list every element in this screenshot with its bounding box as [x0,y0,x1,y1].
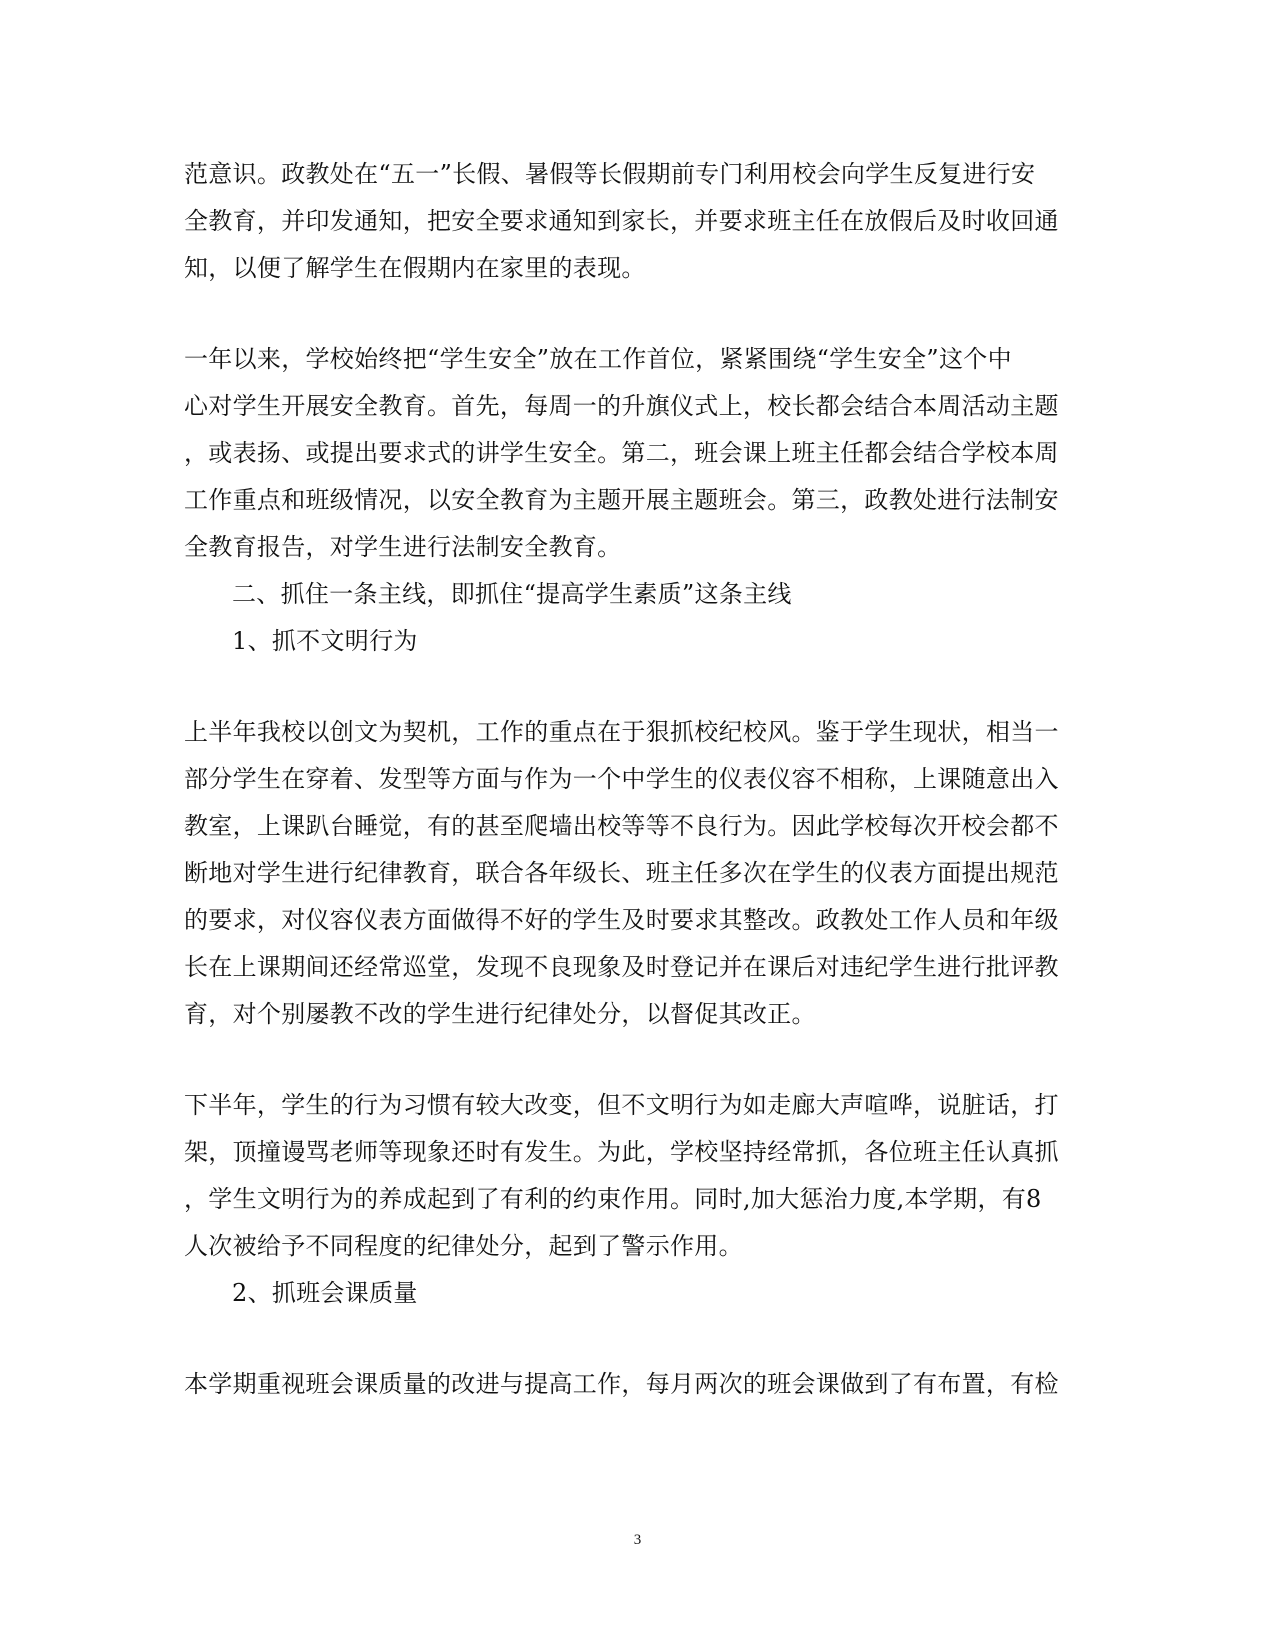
text-line: 育，对个别屡教不改的学生进行纪律处分，以督促其改正。 [184,1000,816,1028]
text-line: 的要求，对仪容仪表方面做得不好的学生及时要求其整改。政教处工作人员和年级 [184,906,1059,934]
text-line: 心对学生开展安全教育。首先，每周一的升旗仪式上，校长都会结合本周活动主题 [184,392,1059,420]
text-line: 人次被给予不同程度的纪律处分，起到了警示作用。 [184,1232,743,1260]
text-line: 长在上课期间还经常巡堂，发现不良现象及时登记并在课后对违纪学生进行批评教 [184,953,1059,981]
text-line: 架，顶撞谩骂老师等现象还时有发生。为此，学校坚持经常抓，各位班主任认真抓 [184,1138,1059,1166]
text-line: 本学期重视班会课质量的改进与提高工作，每月两次的班会课做到了有布置，有检 [184,1370,1059,1398]
subsection-heading: 1、抓不文明行为 [232,627,418,655]
text-line: 断地对学生进行纪律教育，联合各年级长、班主任多次在学生的仪表方面提出规范 [184,859,1059,887]
text-line: 下半年，学生的行为习惯有较大改变，但不文明行为如走廊大声喧哗，说脏话，打 [184,1091,1059,1119]
text-line: 部分学生在穿着、发型等方面与作为一个中学生的仪表仪容不相称，上课随意出入 [184,765,1059,793]
text-line: 全教育报告，对学生进行法制安全教育。 [184,533,622,561]
section-heading: 二、抓住一条主线，即抓住“提高学生素质”这条主线 [232,580,792,608]
text-line: 全教育，并印发通知，把安全要求通知到家长，并要求班主任在放假后及时收回通 [184,207,1059,235]
text-line: 上半年我校以创文为契机，工作的重点在于狠抓校纪校风。鉴于学生现状，相当一 [184,718,1059,746]
text-line: ，或表扬、或提出要求式的讲学生安全。第二，班会课上班主任都会结合学校本周 [184,439,1059,467]
text-line: 教室，上课趴台睡觉，有的甚至爬墙出校等等不良行为。因此学校每次开校会都不 [184,812,1059,840]
text-line: ，学生文明行为的养成起到了有利的约束作用。同时,加大惩治力度,本学期，有8 [184,1185,1042,1213]
page-number: 3 [633,1532,642,1548]
text-line: 工作重点和班级情况，以安全教育为主题开展主题班会。第三，政教处进行法制安 [184,486,1059,514]
subsection-heading: 2、抓班会课质量 [232,1279,418,1307]
text-line: 一年以来，学校始终把“学生安全”放在工作首位，紧紧围绕“学生安全”这个中 [184,345,1012,373]
text-line: 知，以便了解学生在假期内在家里的表现。 [184,254,646,282]
text-line: 范意识。政教处在“五一”长假、暑假等长假期前专门利用校会向学生反复进行安 [184,160,1036,188]
